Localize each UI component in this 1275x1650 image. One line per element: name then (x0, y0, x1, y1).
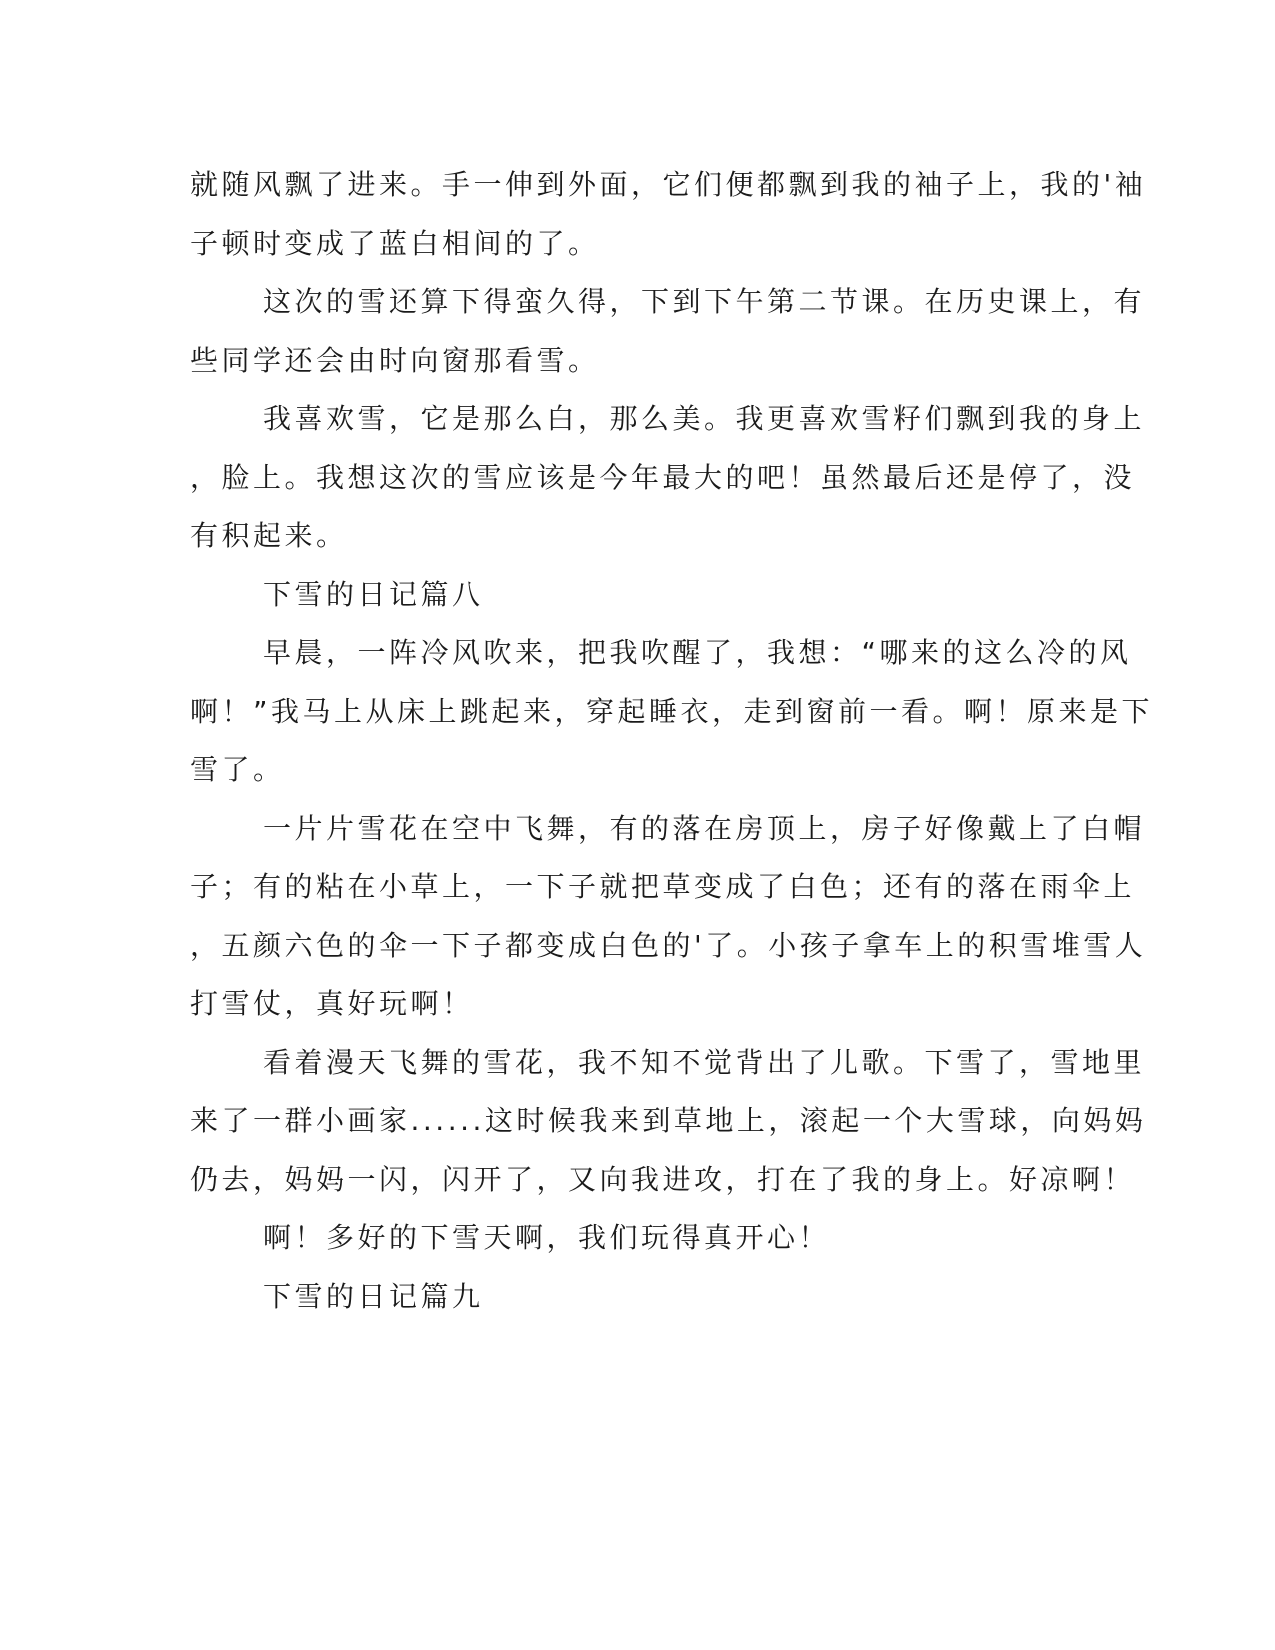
paragraph-first-line: 啊！多好的下雪天啊，我们玩得真开心！ (263, 1221, 831, 1254)
paragraph-first-line: 早晨，一阵冷风吹来，把我吹醒了，我想：“哪来的这么冷的风 (263, 636, 1132, 669)
paragraph-first-line: 这次的雪还算下得蛮久得，下到下午第二节课。在历史课上，有 (263, 285, 1146, 318)
text-line: 些同学还会由时向窗那看雪。 (190, 344, 600, 377)
paragraph-first-line: 我喜欢雪，它是那么白，那么美。我更喜欢雪籽们飘到我的身上 (263, 402, 1146, 435)
text-line: ，五颜六色的伞一下子都变成白色的'了。小孩子拿车上的积雪堆雪人 (190, 929, 1147, 962)
text-line: ，脸上。我想这次的雪应该是今年最大的吧！虽然最后还是停了，没 (190, 461, 1136, 494)
paragraph-first-line: 一片片雪花在空中飞舞，有的落在房顶上，房子好像戴上了白帽 (263, 812, 1146, 845)
text-line: 打雪仗，真好玩啊！ (190, 987, 474, 1020)
text-line: 来了一群小画家......这时候我来到草地上，滚起一个大雪球，向妈妈 (190, 1104, 1147, 1137)
paragraph-first-line: 看着漫天飞舞的雪花，我不知不觉背出了儿歌。下雪了，雪地里 (263, 1046, 1146, 1079)
text-line: 雪了。 (190, 753, 285, 786)
text-line: 有积起来。 (190, 519, 348, 552)
section-heading: 下雪的日记篇八 (263, 578, 484, 611)
text-line: 就随风飘了进来。手一伸到外面，它们便都飘到我的袖子上，我的'袖 (190, 168, 1147, 201)
section-heading: 下雪的日记篇九 (263, 1280, 484, 1313)
text-line: 子顿时变成了蓝白相间的了。 (190, 227, 600, 260)
text-line: 子；有的粘在小草上，一下子就把草变成了白色；还有的落在雨伞上 (190, 870, 1136, 903)
text-line: 啊！”我马上从床上跳起来，穿起睡衣，走到窗前一看。啊！原来是下 (190, 695, 1154, 728)
text-line: 仍去，妈妈一闪，闪开了，又向我进攻，打在了我的身上。好凉啊！ (190, 1163, 1136, 1196)
